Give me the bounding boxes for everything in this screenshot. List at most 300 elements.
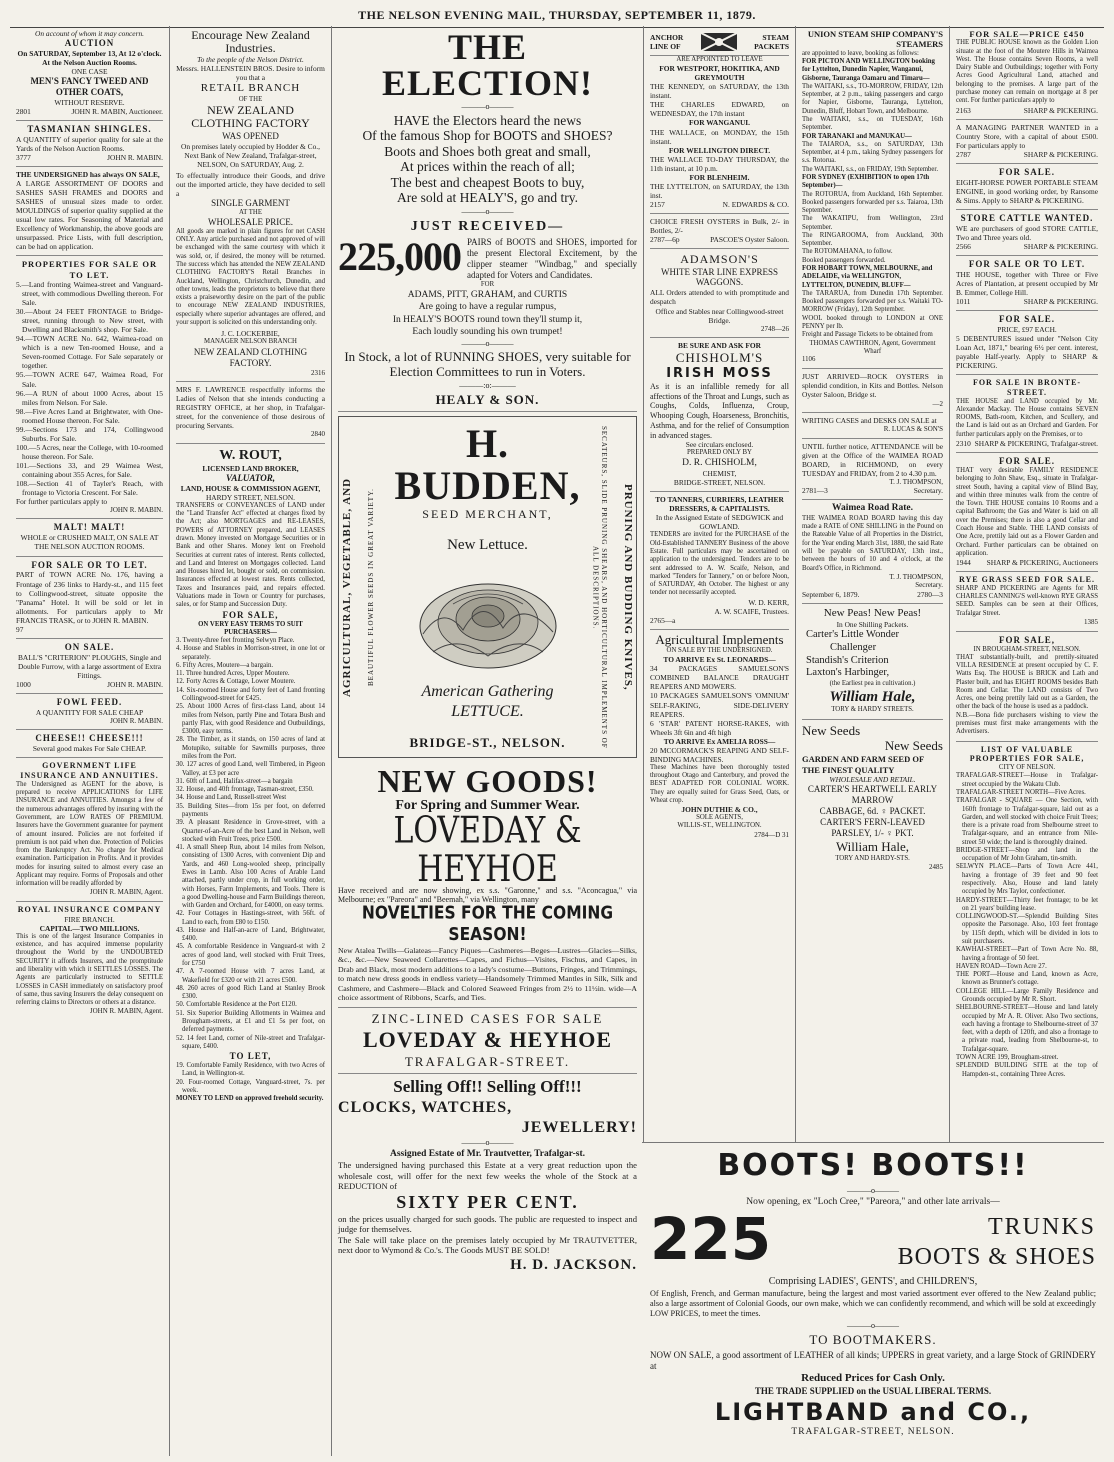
anchor-for-2: FOR WANGANUI. bbox=[688, 118, 751, 128]
boots-number: 225 bbox=[650, 1212, 772, 1273]
cheese-ad bbox=[16, 730, 163, 758]
shingles-ad bbox=[16, 121, 163, 167]
union-sailing-2: The WAITAKI, s.s., on TUESDAY, 16th September. bbox=[802, 115, 943, 132]
budden-sub: SEED MERCHANT, bbox=[422, 507, 553, 522]
tolet6-ad bbox=[956, 256, 1098, 311]
family-head: FOR SALE. bbox=[998, 456, 1055, 467]
election-line-3: Boots and Shoes both great and small, bbox=[384, 143, 591, 159]
rate-body: THE WAIMEA ROAD BOARD having this day made a RATE of ONE SHILLING in the Pound on the Rateable Value of all Properties in the District, for the Year ending March 31st, 1880, the said Rate will be payable on SATURDAY, 13th inst., between the hours of 10 and 4 o'clock, at the Board's Office, in Richmond. bbox=[802, 514, 943, 572]
budden-lettuce-title: New Lettuce. bbox=[447, 537, 528, 554]
union-for-2: FOR TARANAKI and MANUKAU— bbox=[802, 132, 912, 140]
cattle-ad bbox=[956, 210, 1098, 256]
masthead: THE NELSON EVENING MAIL, THURSDAY, SEPTEMBER 11, 1879. bbox=[10, 8, 1104, 28]
boots-tobm: TO BOOTMAKERS. bbox=[809, 1331, 937, 1347]
divider: ———o——— bbox=[847, 1185, 899, 1195]
rout-sale-item: 14. Six-roomed House and forty feet of Land fronting Collingwood-street for £425. bbox=[176, 686, 325, 703]
agri-sig: JOHN DUTHIE & CO., bbox=[681, 805, 758, 815]
election-sig: HEALY & SON. bbox=[435, 391, 540, 407]
anchor-sailing-3: THE WALLACE, on MONDAY, the 15th instant. bbox=[650, 127, 789, 146]
zinc-firm: LOVEDAY & HEYHOE bbox=[362, 1026, 613, 1052]
undersigned-lead: THE UNDERSIGNED has always ON SALE, bbox=[16, 170, 160, 180]
boots-boots: BOOTS & SHOES bbox=[897, 1244, 1096, 1271]
anchor-for-1: FOR WESTPORT, HOKITIKA, AND GREYMOUTH bbox=[659, 64, 780, 83]
agri-ad bbox=[650, 630, 789, 843]
rout-sale-item: 3. Twenty-three feet fronting Selwyn Place. bbox=[176, 637, 295, 645]
property-list-item: HAVEN ROAD—Town Acre 27. bbox=[956, 962, 1047, 970]
chisholm-circ: See circulars enclosed. bbox=[685, 440, 754, 450]
brougham-nb: N.B.—Bona fide purchasers wishing to view the premises must first make arrangements with the Advertisers. bbox=[956, 711, 1098, 736]
union-ad bbox=[802, 26, 943, 369]
cattle-head: STORE CATTLE WANTED. bbox=[960, 212, 1094, 223]
oysters2-body: JUST ARRIVED—ROCK OYSTERS in splendid condition, in Kits and Bottles. Nelson Oyster Saloon, Bridge st. bbox=[802, 372, 943, 400]
rout-title3: LAND, HOUSE & COMMISSION AGENT, bbox=[180, 483, 321, 493]
royal-head: ROYAL INSURANCE COMPANY bbox=[17, 905, 162, 914]
rout-forsale: FOR SALE, bbox=[222, 609, 279, 620]
union-sig: THOMAS CAWTHRON, Agent, Government Wharf bbox=[809, 339, 936, 355]
seeds-head-2: New Seeds bbox=[884, 738, 943, 754]
column-3 bbox=[332, 26, 644, 1456]
union-freight: Freight and Passage Tickets to be obtained from bbox=[802, 331, 933, 339]
encourage-atthe: AT THE bbox=[239, 208, 262, 216]
fowl-sig: JOHN R. MABIN. bbox=[110, 716, 163, 725]
ryegrass-head: RYE GRASS SEED FOR SALE. bbox=[959, 575, 1095, 585]
election-line-4: At prices within the reach of all; bbox=[400, 159, 575, 175]
fowl-body: A QUANTITY FOR SALE CHEAP bbox=[35, 707, 144, 717]
ryegrass-body: SHARP AND PICKERING are Agents for MR CHARLES CANNING'S well-known RYE GRASS SEED. Samples can be seen at their Offices, Trafalgar Street. bbox=[956, 584, 1098, 617]
f450-ad bbox=[956, 26, 1098, 120]
agri-sub: ON SALE BY THE UNDERSIGNED. bbox=[666, 647, 773, 655]
union-ref: 1106 bbox=[802, 356, 816, 364]
election-number: 225,000 bbox=[338, 236, 461, 279]
agri-addr: WILLIS-ST., WELLINGTON. bbox=[677, 822, 762, 830]
anchor-for-4: FOR BLENHEIM. bbox=[689, 172, 750, 182]
election-line-2: Of the famous Shop for BOOTS and SHOES? bbox=[362, 128, 613, 144]
election-received: JUST RECEIVED— bbox=[410, 218, 565, 234]
manager-ad bbox=[956, 120, 1098, 164]
govlife-head: GOVERNMENT LIFE INSURANCE AND ANNUITIES. bbox=[20, 761, 159, 781]
f450-body: THE PUBLIC HOUSE known as the Golden Lion situate at the foot of the Moutere Hills in Waimea West. The House contains Seven Rooms, a well Dairy Stable and Outbuildings; together with Forty Acres Good Agricultural Land, attached and belonging to the premises. A large part of the purchase money can remain on mortgage at 8 per cent. For further particulars apply to bbox=[956, 39, 1098, 105]
cattle-sig: SHARP & PICKERING. bbox=[1023, 241, 1098, 251]
debs-body: 5 DEBENTURES issued under "Nelson City Loan Act, 1871," bearing 6½ per cent. interest, payable Half-yearly. Apply to SHARP & PICKERING. bbox=[956, 333, 1098, 371]
election-line-5: The best and cheapest Boots to buy, bbox=[390, 174, 585, 190]
forsale-tolet-ad bbox=[16, 557, 163, 639]
divider: ———o——— bbox=[461, 339, 514, 349]
boots-firm: LIGHTBAND and CO., bbox=[714, 1398, 1032, 1427]
seeds-ws: WHOLESALE AND RETAIL. bbox=[829, 775, 916, 785]
property-list-item: SELWYN PLACE—Parts of Town Acre 441, having a frontage of 39 feet and 90 feet respectively. Also, House and land lately occupied by Mrs Taylor, confectioner. bbox=[956, 863, 1098, 896]
encourage-ref: 2316 bbox=[311, 368, 325, 377]
oysters2-ref: —2 bbox=[932, 399, 943, 408]
selling-sig: H. D. JACKSON. bbox=[510, 1256, 637, 1273]
budden-name: H. BUDDEN, bbox=[394, 421, 581, 509]
union-for-4: FOR HOBART TOWN, MELBOURNE, and ADELAIDE, via WELLINGTON, LYTTELTON, DUNEDIN, BLUFF— bbox=[802, 265, 933, 289]
property-list bbox=[956, 772, 1098, 1078]
property-item: 98.—Five Acres Land at Brightwater, with One-roomed House thereon. For Sale. bbox=[16, 406, 163, 425]
election-line-1: HAVE the Electors heard the news bbox=[393, 112, 582, 128]
oysters2-ad bbox=[802, 369, 943, 413]
union-sailing-6: The WAKATIPU, from Wellington, 23rd September. bbox=[802, 215, 943, 231]
list-ad bbox=[956, 742, 1098, 1083]
undersigned-body: A LARGE ASSORTMENT OF DOORS and SASHES SASH FRAMES and DOORS and SASHES of unusual sizes made to order. MOULDINGS of superior quality supplied at the usual low rates. For Seasoning of Material and Excellency of Workmanship, the above goods are unsurpassed. Price Lists, with full description, can be had on application. bbox=[16, 179, 163, 252]
selling-ad bbox=[338, 1074, 637, 1278]
seeds-line-1: CARTER'S HEARTWELL EARLY MARROW bbox=[807, 784, 938, 806]
govlife-body: The Undersigned as AGENT for the above, is prepared to receive APPLICATIONS for LIFE INSURANCE and ANNUITIES. Amongst a few of the numerous advantages offered by insuring with the Government, are LOW RATES OF PREMIUM. Insurers have the Government guarantee for payment of amount insured. Policies are not forfeited if premium is not paid when due. Protection of Policies from the Bankruptcy Act. No charge for Medical examination. Participation in Profits. And it provides modes for insuring suited to almost every case an Applicant may require. Forms of Proposals and other information will be readily afforded by bbox=[16, 780, 163, 888]
election-verse-2: In HEALY'S BOOTS round town they'll stump it, bbox=[392, 314, 583, 325]
rout-sale-item: 12. Forty Acres & Cottage, Lower Moutere. bbox=[176, 678, 296, 686]
bronte-ref: 2310 bbox=[956, 439, 971, 449]
rout-sale-item: 48. 260 acres of good Rich Land at Stanley Brook £300. bbox=[176, 984, 325, 1001]
brougham-head: FOR SALE, bbox=[998, 634, 1055, 645]
forsale1-body: EIGHT-HORSE POWER PORTABLE STEAM ENGINE, in good working order, by Ransome & Sims. Apply to SHARP & PICKERING. bbox=[956, 177, 1098, 205]
bronte-body: THE HOUSE and LAND occupied by Mr. Alexander Mackay. The House contains SEVEN ROOMS, Bath-room, Kitchen, and Scullery, and the Land is laid out as an Orchard and Garden. For further particulars apply on the Premises, or to bbox=[956, 397, 1098, 438]
tanners-trustees: Trustees. bbox=[762, 606, 789, 616]
malt-body: WHOLE or CRUSHED MALT, ON SALE AT THE NELSON AUCTION ROOMS. bbox=[20, 533, 159, 552]
newgoods-sub: For Spring and Summer Wear. bbox=[395, 798, 580, 814]
rout-sale-item: 11. Three hundred Acres, Upper Moutere. bbox=[176, 670, 290, 678]
anchor-sailing-1: THE KENNEDY, on SATURDAY, the 13th instant. bbox=[650, 82, 789, 101]
property-list-item: HARDY-STREET—Thirty feet frontage; to be let on 21 years' building lease. bbox=[956, 896, 1098, 912]
family-sig: SHARP & PICKERING, Auctioneers bbox=[986, 558, 1098, 568]
auction-item: MEN'S FANCY TWEED AND OTHER COATS, bbox=[30, 76, 149, 98]
boots-trade: THE TRADE SUPPLIED on the USUAL LIBERAL TERMS. bbox=[754, 1386, 992, 1397]
seeds-line-4: PARSLEY, 1/- ♀ PKT. bbox=[831, 827, 914, 838]
properties-ad bbox=[16, 256, 163, 519]
encourage-wholesale: WHOLESALE PRICE. bbox=[208, 216, 293, 227]
shingles-head: TASMANIAN SHINGLES. bbox=[27, 124, 152, 135]
rout-sale-item: 25. About 1000 Acres of first-class Land, about 14 miles from Nelson, partly Pine and Totara Bush and partly Flax, with good Residence and Outbuildings, £3000, easy terms. bbox=[176, 703, 325, 736]
govlife-ad bbox=[16, 758, 163, 902]
rate-head: Waimea Road Rate. bbox=[831, 503, 913, 514]
forsale-tolet-body: PART of TOWN ACRE No. 176, having a Frontage of 236 links to Hardy-st., and 115 feet to Collingwood-street, situate opposite the "Panama" Hotel. It will be sold or let in allotments. For particulars apply to Mr FRANCIS TRASK, or to JOHN R. MABIN. bbox=[16, 570, 163, 625]
onsale-sig: JOHN R. MABIN. bbox=[107, 679, 163, 689]
boots-ad bbox=[642, 1142, 1104, 1456]
tolet6-ref: 1011 bbox=[956, 296, 971, 306]
seeds-ad bbox=[802, 720, 943, 876]
peas-addr: TORY & HARDY STREETS. bbox=[831, 706, 914, 714]
properties-head: PROPERTIES FOR SALE OR TO LET. bbox=[21, 259, 158, 280]
agri-item-3: 6 'STAR' PATENT HORSE-RAKES, with Wheels 3ft 6in and 4ft high bbox=[650, 718, 789, 737]
encourage-sig1: J. C. LOCKERBIE, bbox=[221, 329, 280, 339]
rate-ad bbox=[802, 500, 943, 604]
property-item: 99.—Sections 173 and 174, Collingwood Suburbs. For Sale. bbox=[16, 424, 163, 443]
boots-trunks: TRUNKS bbox=[987, 1214, 1096, 1241]
divider: ———o——— bbox=[461, 1138, 514, 1148]
rout-sale-item: 51. Six Superior Building Allotments in Waimea and Brougham-streets, at £1 and £1 5s per foot, on deferred payments. bbox=[176, 1009, 325, 1034]
boots-addr: TRAFALGAR-STREET, NELSON. bbox=[791, 1427, 955, 1438]
rout-sale-item: 31. 60ft of Land, Halifax-street—a bargain bbox=[176, 777, 293, 785]
writing-body: WRITING CASES and DESKS ON SALE at bbox=[802, 416, 937, 426]
cattle-ref: 2566 bbox=[956, 241, 971, 251]
property-list-item: TOWN ACRE 199, Brougham-street. bbox=[956, 1053, 1059, 1061]
election-candidates: ADAMS, PITT, GRAHAM, and CURTIS bbox=[407, 289, 568, 300]
writing-ad bbox=[802, 413, 943, 439]
election-verse-1: Are going to have a regular rumpus, bbox=[418, 302, 557, 313]
property-item: 95.—TOWN ACRE 647, Waimea Road, For Sale. bbox=[16, 370, 163, 389]
budden-american: American Gathering LETTUCE. bbox=[421, 683, 554, 720]
encourage-sig3: NEW ZEALAND CLOTHING FACTORY. bbox=[193, 346, 308, 368]
peas-sig: William Hale, bbox=[829, 689, 916, 706]
ryegrass-ref: 1385 bbox=[1084, 618, 1098, 627]
rout-sale-item: 34. House and Land, Russell-street West bbox=[176, 794, 287, 802]
anchor-appointed: ARE APPOINTED TO LEAVE bbox=[676, 56, 763, 63]
column-2 bbox=[170, 26, 332, 1456]
tanners-ad bbox=[650, 492, 789, 629]
rout-title2: VALUATOR, bbox=[226, 472, 275, 483]
chisholm-name: CHISHOLM'S bbox=[675, 350, 764, 366]
rout-addr: HARDY STREET, NELSON. bbox=[205, 492, 296, 502]
shingles-ref: 3777 bbox=[16, 153, 31, 163]
tanners-head: TO TANNERS, CURRIERS, LEATHER DRESSERS, & CAPITALISTS. bbox=[655, 495, 784, 514]
newgoods-body: Have received and are now showing, ex s.s. "Garonne," and s.s. "Aconcagua," via Melbourne; ex "Pareora" and "Beemah," via Wellington, many bbox=[338, 885, 637, 905]
rout-sale-item: 39. A pleasant Residence in Grove-street, with a Quarter-of-an-Acre of the best Land in Nelson, well stocked with Fruit Trees, price £500. bbox=[176, 819, 325, 843]
manager-ref: 2787 bbox=[956, 149, 971, 159]
auction-head: AUCTION bbox=[64, 38, 115, 49]
property-item: 101.—Sections 33, and 29 Waimea West, containing about 355 Acres, for Sale. bbox=[16, 460, 163, 479]
rout-sale-item: 32. House, and 40ft frontage, Tasman-street, £350. bbox=[176, 786, 314, 794]
ryegrass-ad bbox=[956, 572, 1098, 631]
oysters-body: CHOICE FRESH OYSTERS in Bulk, 2/- in Bottles, 2/- bbox=[650, 216, 789, 235]
budden-right-2: SECATEURS, SLIDE PRUNING SHEARS, AND HORTICULTURAL IMPLEMENTS OF ALL DESCRIPTIONS. bbox=[591, 426, 608, 749]
divider: ———:o:——— bbox=[459, 380, 516, 390]
rate-sec: Secretary. bbox=[915, 581, 943, 590]
undersigned-ad bbox=[16, 167, 163, 256]
election-title: THE ELECTION! bbox=[381, 27, 594, 103]
agri-item-4: 20 MCCORMACK'S REAPING AND SELF-BINDING MACHINES. bbox=[650, 745, 789, 764]
tanners-sig1: W. D. KERR, bbox=[748, 597, 789, 607]
chisholm-lead: BE SURE AND ASK FOR bbox=[678, 341, 761, 351]
auction-ref: 2801 bbox=[16, 107, 31, 117]
f450-head: FOR SALE—PRICE £450 bbox=[969, 29, 1085, 39]
waimea-ref: 2781—3 bbox=[802, 486, 828, 496]
rout-money: MONEY TO LEND on approved freehold security. bbox=[176, 1095, 324, 1103]
seeds-line-3: CARTER'S FERN-LEAVED bbox=[820, 816, 925, 827]
rate-date: September 6, 1879. bbox=[802, 589, 860, 599]
rout-sale-item: 41. A small Sheep Run, about 14 miles from Nelson, consisting of 1300 Acres, with convenient Dip and Yards, and 460 Long-wooled sheep, principally Ewes in Lamb. Also 100 Acres of Arable Land attached, partly under crop, in full working order, with Horses, Farm Implements, and Tools. There is a good Dwelling-house and Farm Buildings thereon, with Garden and Orchard, for £4000, on easy terms. bbox=[176, 844, 325, 910]
adamson-office: Office and Stables near Collingwood-street Bridge. bbox=[655, 306, 784, 325]
boots-comp: Comprising LADIES', GENTS', and CHILDREN'S, bbox=[768, 1276, 978, 1288]
auction-date: On SATURDAY, September 13, At 12 o'clock. bbox=[17, 49, 162, 58]
union-for-3: FOR SYDNEY (EXHIBITION to open 17th September)— bbox=[802, 173, 930, 190]
seeds-addr: TORY AND HARDY-STS. bbox=[835, 854, 910, 862]
forsale1-ad bbox=[956, 164, 1098, 210]
rout-body: TRANSFERS or CONVEYANCES of LAND under the "Land Transfer Act" effected at charges fixed by the Act; also MORTGAGES and RE-LEASES, POWERS of ATTORNEY prepared, and LEASES drawn. Money invested on Mortgage Securities or in Bank and other Shares. Money lent on Freehold Securities at current rates of interest. Rents collected, and Land and Interest on Mortgages collected. Land and Houses hired let, bought or sold, on commission. Insurances effected at lowest rates. Rents collected, Taxes and Insurances paid, and repairs effected. Valuations made in Town or Country for purchases, sales, or for Stamp and Succession Duty. bbox=[176, 501, 325, 609]
encourage-ad bbox=[176, 26, 325, 382]
seeds-ref: 2485 bbox=[929, 863, 943, 872]
peas-line-3: Standish's Criterion bbox=[806, 654, 889, 666]
auction-sig: JOHN R. MABIN, Auctioneer. bbox=[71, 107, 163, 117]
anchor-ad bbox=[650, 26, 789, 214]
rout-sale-item: 28. The Timber, as it stands, on 150 acres of land at Motupiko, suitable for Sawmills purposes, three miles from the Port. bbox=[176, 736, 325, 761]
column-1 bbox=[10, 26, 170, 1456]
auction-place: At the Nelson Auction Rooms. bbox=[42, 58, 137, 68]
anchor-ref: 2157 bbox=[650, 199, 665, 209]
properties-list bbox=[16, 280, 163, 497]
property-item: 96.—A RUN of about 1000 Acres, about 15 miles from Nelson. For Sale. bbox=[16, 388, 163, 407]
family-ref: 1944 bbox=[956, 558, 971, 568]
agri-item-1: 34 PACKAGES SAMUELSON'S COMBINED BALANCE DRAUGHT REAPERS AND MOWERS. bbox=[650, 664, 789, 692]
rout-sale-item: 30. 127 acres of good Land, well Timbered, in Pigeon Valley, at £3 per acre bbox=[176, 761, 325, 777]
peas-line-5: (the Earliest pea in cultivation.) bbox=[829, 679, 916, 687]
newgoods-firm: LOVEDAY & HEYHOE bbox=[393, 809, 582, 890]
newgoods-novel: NOVELTIES FOR THE COMING SEASON! bbox=[361, 902, 614, 945]
property-item: 108.—Section 41 of Tayler's Reach, with frontage to Victoria Crescent. For Sale. bbox=[16, 478, 163, 497]
boots-leather: NOW ON SALE, a good assortment of LEATHER of all kinds; UPPERS in great variety, and a large Stock of GRINDERY at bbox=[650, 1349, 1096, 1372]
agri-arrive-2: TO ARRIVE Ex AMELIA ROSS— bbox=[663, 736, 776, 746]
property-list-item: BRIDGE-STREET—Shop and land in the occupation of Mr John Graham, tin-smith. bbox=[956, 846, 1098, 863]
royal-sub: FIRE BRANCH. bbox=[64, 914, 115, 924]
election-ad bbox=[338, 26, 637, 412]
property-list-item: COLLEGE HILL—Large Family Residence and Grounds occupied by Mr R. Short. bbox=[956, 987, 1098, 1003]
f450-ref: 2163 bbox=[956, 105, 971, 115]
peas-line-1: Carter's Little Wonder bbox=[806, 629, 899, 641]
onsale-body: BALL'S "CRITERION" PLOUGHS, Single and Double Furrow, with a large assortment of Extra Fittings. bbox=[17, 652, 162, 680]
seeds-line-2: CABBAGE, 6d. ♀ PACKET. bbox=[819, 806, 926, 816]
encourage-opened: WAS OPENED bbox=[222, 130, 279, 141]
chisholm-chem: CHEMIST, bbox=[702, 469, 737, 479]
encourage-ofthe: OF THE bbox=[238, 95, 263, 103]
agri-head: Agricultural Implements bbox=[655, 631, 784, 647]
encourage-body4: All goods are marked in plain figures for net CASH ONLY. Any article purchased and not approved of will be exchanged with the same courtesy with which it was sold, or, if desired, the money will be returned. The success which has attended the NEW ZEALAND CLOTHING FACTORY'S Retail Branches in Auckland, Wellington, Christchurch, Dunedin, and other towns, leads the proprietors to believe that there exists a praiseworthy desire on the part of the public to encourage NEW ZEALAND INDUSTRIES, especially where superior advantages are offered, and your support is solicited on this understanding only. bbox=[176, 227, 325, 326]
budden-right-1: PRUNING AND BUDDING KNIVES, bbox=[622, 484, 634, 691]
adamson-body: ALL Orders attended to with promptitude and despatch bbox=[650, 288, 789, 307]
seeds-head-1: New Seeds bbox=[802, 722, 861, 738]
zinc-addr: TRAFALGAR-STREET. bbox=[404, 1053, 571, 1069]
property-list-item: TRAFALGAR - SQUARE — One Section, with 160ft frontage to Trafalgar-square, laid out as a Garden, and well stocked with choice Fruit Trees; there is a private road from Shelbourne street to Trafalgar-square, and an entrance from Nile-street 50 wide; the land is thoroughly drained. bbox=[956, 797, 1098, 846]
union-sailing-1: The WAITAKI, s.s., TO-MORROW, FRIDAY, 12th September, at 2 p.m., taking passengers and cargo for Napier, Gisborne, Tauranga, Lyttelton, Dunedin, Bluff, Hobart Town, and Melbourne. bbox=[802, 82, 943, 115]
agri-item-2: 10 PACKAGES SAMUELSON'S 'OMNIUM' SELF-RAKING, SIDE-DELIVERY REAPERS. bbox=[650, 691, 789, 719]
lawrence-ad bbox=[176, 382, 325, 444]
royal-sig: JOHN R. MABIN, Agent. bbox=[89, 1007, 163, 1016]
chisholm-moss: IRISH MOSS bbox=[666, 365, 773, 381]
chisholm-body: As it is an infallible remedy for all affections of the Throat and Lungs, such as Coughs, Colds, Influenza, Croup, Whooping Cough, Hoarseness, Bronchitis, Asthma, and for the relief of Consumption in advanced stages. bbox=[650, 381, 789, 440]
boots-body: Of English, French, and German manufacture, being the largest and most varied assortment ever offered to the New Zealand public; also a large assortment of Colonial Goods, our own make, which we can confidently recommend, and which will be sold at exceedingly LOW PRICES, to meet the times. bbox=[650, 1288, 1096, 1319]
rout-sale-item: 35. Building Sites—from 15s per foot, on deferred payments bbox=[176, 802, 325, 818]
encourage-body1: Messrs. HALLENSTEIN BROS. Desire to inform you that a bbox=[176, 64, 325, 83]
brougham-sub: IN BROUGHAM-STREET, NELSON. bbox=[973, 645, 1081, 653]
cheese-body: Several good makes For Sale CHEAP. bbox=[32, 744, 147, 754]
anchor-left: ANCHOR LINE OF bbox=[650, 32, 684, 51]
shingles-body: A QUANTITY of superior quality for sale at the Yards of the Nelson Auction Rooms. bbox=[16, 135, 163, 154]
bronte-ad bbox=[956, 375, 1098, 453]
forsale-tolet-head: FOR SALE OR TO LET. bbox=[31, 559, 148, 570]
rout-ad bbox=[176, 444, 325, 1108]
encourage-to: To the people of the Nelson District. bbox=[197, 55, 304, 65]
encourage-sig2: MANAGER NELSON BRANCH bbox=[204, 338, 297, 346]
peas-ad bbox=[802, 604, 943, 720]
family-body: THAT very desirable FAMILY RESIDENCE belonging to John Shaw, Esq., situate in Trafalgar-street South, having a capital view of Blind Bay, and within three minutes walk from the centre of the Town. THE HOUSE contains 10 Rooms and a capital Bathroom; the Gas and Water is laid on all over the Premises; there is also a good Cellar and Coach House and Stable. THE LAND consists of One Acre, prettily laid out as a Flower Garden and Orchard. Further particulars can be obtained on application. bbox=[956, 467, 1098, 557]
auction-case: ONE CASE bbox=[71, 67, 108, 77]
cattle-body: WE are purchasers of good STORE CATTLE, Two and Three years old. bbox=[956, 223, 1098, 242]
tanners-ref: 2765—a bbox=[650, 615, 676, 625]
bronte-head: FOR SALE IN BRONTE-STREET. bbox=[972, 378, 1082, 397]
debs-head: FOR SALE. bbox=[998, 313, 1055, 324]
newgoods-title: NEW GOODS! bbox=[377, 763, 598, 800]
selling-estate: Assigned Estate of Mr. Trautvetter, Trafalgar-st. bbox=[389, 1148, 586, 1159]
auction-reserve: WITHOUT RESERVE. bbox=[54, 98, 125, 108]
election-verse-3: Each loudly sounding his own trumpet! bbox=[412, 326, 563, 337]
election-line-6: Are sold at HEALY'S, go and try. bbox=[397, 190, 578, 206]
oysters-sig: PASCOE'S Oyster Saloon. bbox=[710, 234, 789, 244]
adamson-name: ADAMSON'S bbox=[680, 251, 759, 266]
union-wool: WOOL booked through to LONDON at ONE PENNY per lb. bbox=[802, 314, 943, 330]
adamson-ad bbox=[650, 249, 789, 338]
manager-sig: SHARP & PICKERING. bbox=[1023, 149, 1098, 159]
peas-head: New Peas! New Peas! bbox=[823, 606, 922, 619]
debs-ad bbox=[956, 311, 1098, 375]
union-sailing-9: The TARARUA, from Dunedin 17th September. Booked passengers forwarded per s.s. Waitaki TO-MORROW (Friday), 12th September. bbox=[802, 289, 943, 314]
debs-price: PRICE, £97 EACH. bbox=[997, 324, 1057, 334]
royal-body: This is one of the largest Insurance Companies in existence, and has acquired immense popularity throughout the World by the UNDOUBTED SECURITY it affords Insurers, and the promptitude and liberality with which it SETTLES LOSSES. The Agents are particularly instructed to SETTLE LOSSES in CASH immediately on satisfactory proof of same, thus saving Insurers the delay consequent on referring claims to Directors or others at a distance. bbox=[16, 932, 163, 1007]
anchor-sailing-5: THE LYTTELTON, on SATURDAY, the 13th inst. bbox=[650, 181, 789, 200]
rout-name: W. ROUT, bbox=[219, 447, 282, 463]
list-sub: CITY OF NELSON. bbox=[998, 764, 1056, 772]
election-for: FOR bbox=[480, 280, 495, 288]
oysters-ref: 2787—6p bbox=[650, 234, 680, 244]
chisholm-ad bbox=[650, 338, 789, 492]
onsale-ref: 1000 bbox=[16, 679, 31, 689]
property-list-item: SPLENDID BUILDING SITE at the top of Hampden-st., containing Three Acres. bbox=[956, 1062, 1098, 1078]
rout-sale-item: 45. A comfortable Residence in Vanguard-st with 2 acres of good land, well stocked with Fruit Trees, for £750 bbox=[176, 943, 325, 968]
chisholm-prep: PREPARED ONLY BY bbox=[687, 449, 752, 457]
election-pairs: PAIRS of BOOTS and SHOES, imported for the present Electoral Excitement, by the clipper steamer "Windbag," and specially adapted for Voters and Candidates. bbox=[467, 236, 637, 280]
zinc-ad bbox=[338, 1008, 637, 1075]
rout-let-item: 20. Four-roomed Cottage, Vanguard-street, 7s. per week. bbox=[176, 1078, 325, 1094]
anchor-sailing-4: THE WALLACE TO-DAY THURSDAY, the 11th instant, at 10 p.m. bbox=[650, 154, 789, 173]
property-list-item: TRAFALGAR-STREET NORTH—Five Acres. bbox=[956, 788, 1086, 796]
property-item: 30.—About 24 FEET FRONTAGE to Bridge-street, running through to New street, with Dwelling and Blacksmith's shop. For Sale. bbox=[16, 307, 163, 335]
property-list-item: COLLINGWOOD-ST.—Splendid Building Sites opposite the Parsonage. Also, 103 feet frontage by 115ft depth, which will be divided in lots to suit purchasers. bbox=[956, 913, 1098, 946]
selling-head: Selling Off!! Selling Off!!! bbox=[393, 1077, 582, 1097]
selling-body2: on the prices usually charged for such goods. The public are requested to inspect and judge for themselves. bbox=[338, 1213, 637, 1235]
divider: ———o——— bbox=[847, 1320, 899, 1330]
waimea-sig: T. J. THOMPSON, bbox=[889, 477, 943, 486]
zinc-head: ZINC-LINED CASES FOR SALE bbox=[371, 1010, 604, 1026]
divider: ———o——— bbox=[461, 102, 514, 111]
property-list-item: KAWHAI-STREET—Part of Town Acre No. 88, having a frontage of 50 feet. bbox=[956, 946, 1098, 962]
anchor-right: STEAM PACKETS bbox=[754, 32, 789, 51]
rout-terms: ON VERY EASY TERMS TO SUIT PURCHASERS— bbox=[198, 620, 303, 636]
tolet6-head: FOR SALE OR TO LET. bbox=[968, 258, 1086, 269]
property-item: 100.—5 Acres, near the College, with 10-roomed house thereon. For Sale. bbox=[16, 442, 163, 461]
waimea-sec: Secretary. bbox=[913, 486, 943, 496]
onsale-head: ON SALE. bbox=[64, 641, 115, 652]
selling-body3: The Sale will take place on the premises lately occupied by Mr TRAUTVETTER, next door to Wymond & Co.'s. The Goods MUST BE SOLD! bbox=[338, 1234, 637, 1256]
royal-capital: CAPITAL—TWO MILLIONS. bbox=[39, 923, 140, 933]
govlife-sig: JOHN R. MABIN, Agent. bbox=[89, 888, 163, 897]
tanners-sub: In the Assigned Estate of SEDGWICK and GOWLAND. bbox=[655, 513, 784, 532]
union-sailing-4: The WAITAKI, s.s., on FRIDAY, 19th September. bbox=[802, 165, 939, 173]
oysters-ad bbox=[650, 214, 789, 249]
newgoods-list: New Atalea Twills—Galateas—Fancy Piques—Cashmeres—Beges—Lustres—Glacies—Silks, &c., &c.—New Seaweed Collarettes—Capes, and Fichus—Visites, Fischus, and Capes, in Drab and Black, most modern additions to a lady's costume—Buttons, Fringes, and Trimmings, to match new dress goods in endless variety—Handsomely Trimmed Mantles in Silk, Silk and Cashmere, and Cashmere—Black and Colored Seaweed Fringes from 2½ to 11½in. wide—A choice assortment of Ribbons, Scarfs, and Ties. bbox=[338, 945, 637, 1003]
encourage-nz: NEW ZEALAND CLOTHING FACTORY bbox=[191, 103, 310, 131]
royal-ad bbox=[16, 902, 163, 1020]
fowl-ad bbox=[16, 694, 163, 731]
f450-sig: SHARP & PICKERING. bbox=[1023, 105, 1098, 115]
bronte-sig: SHARP & PICKERING, Trafalgar-street. bbox=[974, 439, 1098, 449]
adamson-line: WHITE STAR LINE EXPRESS WAGGONS. bbox=[660, 266, 779, 288]
adamson-ref: 2748—26 bbox=[761, 324, 789, 333]
anchor-for-3: FOR WELLINGTON DIRECT. bbox=[668, 145, 771, 155]
union-for-1: FOR PICTON AND WELLINGTON booking for Lyttelton, Dunedin Napier, Wanganui, Gisborne, Tauranga Oamaru and Timaru— bbox=[802, 58, 935, 82]
auction-intro: On account of whom it may concern. bbox=[35, 29, 144, 38]
agri-ref: 2784—D 31 bbox=[754, 830, 789, 839]
fowl-head: FOWL FEED. bbox=[56, 696, 123, 707]
property-list-item: SHELBOURNE-STREET—House and land lately occupied by Mr A. R. Oliver. Also Two sections, each having a frontage to Shelbourne-street of 37 feet, with a depth of 120ft, and also a frontage to a private road, leading from Shelbourne-st, to Trafalgar-square. bbox=[956, 1004, 1098, 1053]
budden-ad bbox=[338, 416, 637, 758]
rout-sale-item: 50. Comfortable Residence at the Port £120. bbox=[176, 1001, 297, 1009]
peas-sub: In One Shilling Packets. bbox=[836, 620, 909, 630]
boots-reduced: Reduced Prices for Cash Only. bbox=[801, 1372, 945, 1385]
